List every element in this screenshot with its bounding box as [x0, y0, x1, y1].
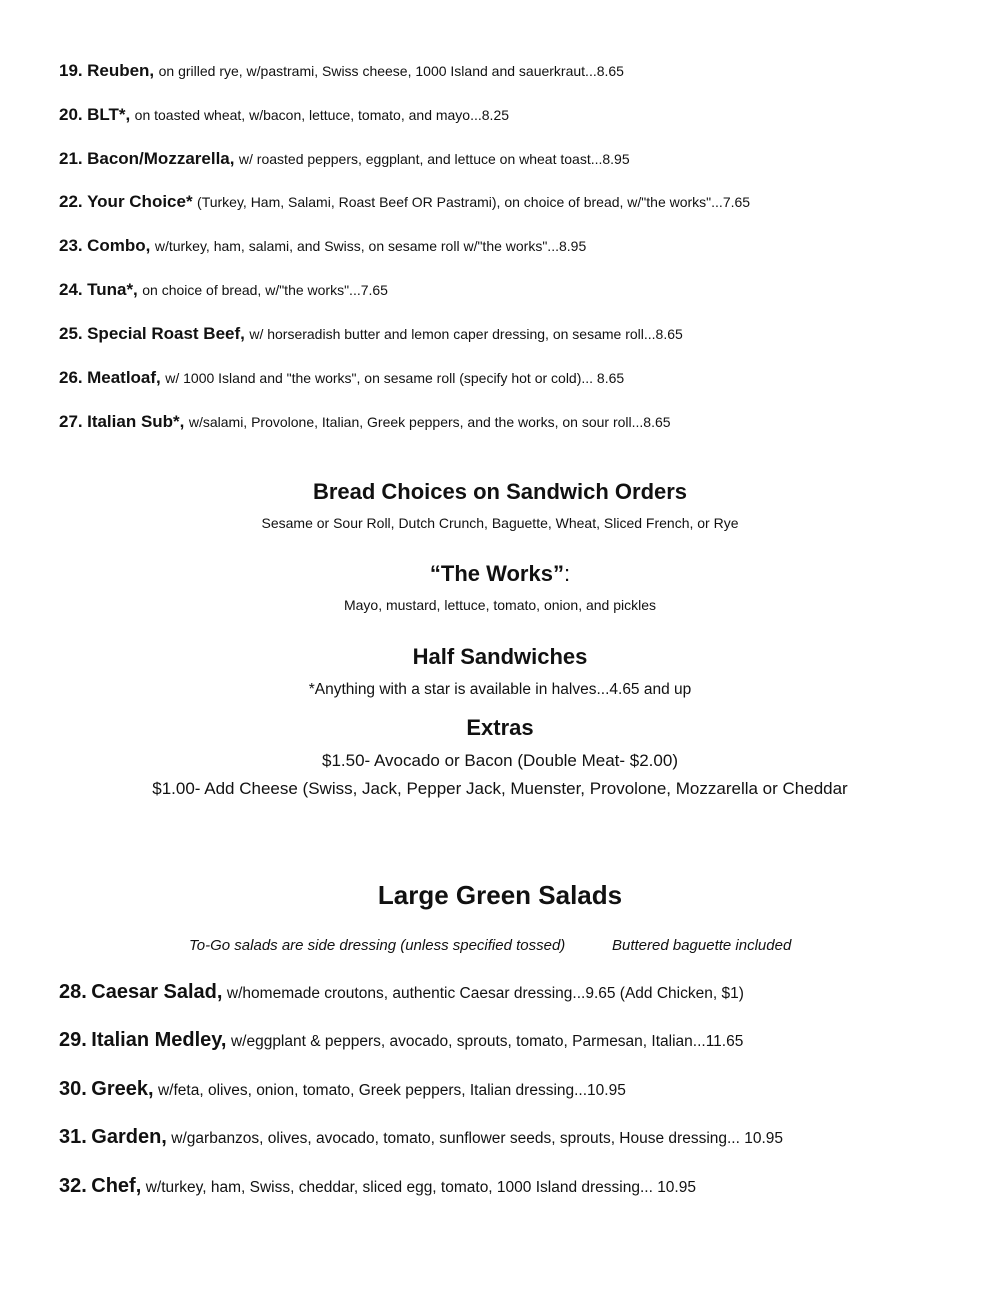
menu-item-italian-medley — [59, 1029, 743, 1052]
item-number: 19. — [59, 61, 83, 80]
bread-choices-heading: Bread Choices on Sandwich Orders — [312, 479, 688, 504]
menu-item-meatloaf — [59, 368, 624, 388]
item-description: w/ 1000 Island and "the works", on sesame roll (specify hot or cold)... 8.65 — [165, 370, 625, 386]
menu-item-caesar-salad — [59, 981, 744, 1004]
item-number: 28. — [59, 981, 87, 1003]
menu-item-bacon-mozzarella — [59, 149, 630, 169]
item-description: w/ horseradish butter and lemon caper dressing, on sesame roll...8.65 — [249, 326, 683, 342]
item-number: 25. — [59, 324, 83, 343]
item-name: Greek, — [91, 1078, 154, 1100]
item-number: 26. — [59, 368, 83, 387]
salads-heading: Large Green Salads — [377, 880, 623, 910]
extras-heading: Extras — [466, 715, 534, 740]
item-number: 31. — [59, 1126, 87, 1148]
item-number: 21. — [59, 149, 83, 168]
item-name: Caesar Salad, — [91, 981, 223, 1003]
item-number: 24. — [59, 280, 83, 299]
item-name: Bacon/Mozzarella, — [87, 149, 235, 168]
item-name: Meatloaf, — [87, 368, 161, 387]
item-number: 29. — [59, 1029, 87, 1051]
menu-item-italian-sub — [59, 412, 671, 432]
extras-line-cheese: $1.00- Add Cheese (Swiss, Jack, Pepper Jack, Muenster, Provolone, Mozzarella or Cheddar — [152, 779, 848, 798]
item-number: 27. — [59, 412, 83, 431]
item-description: on choice of bread, w/"the works"...7.65 — [142, 282, 388, 298]
item-description: (Turkey, Ham, Salami, Roast Beef OR Pastrami), on choice of bread, w/"the works"...7.65 — [197, 194, 751, 210]
the-works-text: Mayo, mustard, lettuce, tomato, onion, and pickles — [343, 597, 657, 613]
bread-choices-text: Sesame or Sour Roll, Dutch Crunch, Baguette, Wheat, Sliced French, or Rye — [261, 515, 739, 531]
item-description: w/ roasted peppers, eggplant, and lettuce on wheat toast...8.95 — [238, 151, 630, 167]
menu-item-special-roast-beef — [59, 324, 683, 344]
item-number: 23. — [59, 236, 83, 255]
item-description: on toasted wheat, w/bacon, lettuce, tomato, and mayo...8.25 — [134, 107, 510, 123]
menu-item-chef — [59, 1175, 696, 1198]
item-number: 22. — [59, 192, 83, 211]
half-sandwiches-text: *Anything with a star is available in halves...4.65 and up — [308, 681, 692, 698]
menu-item-combo — [59, 236, 586, 256]
item-name: Garden, — [91, 1126, 167, 1148]
item-number: 30. — [59, 1078, 87, 1100]
menu-item-blt — [59, 105, 509, 125]
the-works-colon: : — [563, 561, 571, 586]
item-description: w/feta, olives, onion, tomato, Greek peppers, Italian dressing...10.95 — [157, 1082, 626, 1099]
item-description: w/homemade croutons, authentic Caesar dressing...9.65 (Add Chicken, $1) — [226, 985, 744, 1002]
item-name: Italian Medley, — [91, 1029, 227, 1051]
salads-note-to-go: To-Go salads are side dressing (unless specified tossed) — [189, 937, 566, 954]
item-name: BLT*, — [87, 105, 131, 124]
item-name: Chef, — [91, 1175, 142, 1197]
menu-item-garden — [59, 1126, 783, 1149]
item-name: Your Choice* — [87, 192, 193, 211]
item-description: w/eggplant & peppers, avocado, sprouts, tomato, Parmesan, Italian...11.65 — [230, 1033, 744, 1050]
menu-item-your-choice — [59, 192, 750, 212]
item-description: w/turkey, ham, Swiss, cheddar, sliced egg, tomato, 1000 Island dressing... 10.95 — [145, 1179, 696, 1196]
item-description: on grilled rye, w/pastrami, Swiss cheese, 1000 Island and sauerkraut...8.65 — [158, 63, 624, 79]
item-description: w/turkey, ham, salami, and Swiss, on sesame roll w/"the works"...8.95 — [154, 238, 587, 254]
menu-item-reuben — [59, 61, 624, 81]
item-name: Reuben, — [87, 61, 155, 80]
item-number: 32. — [59, 1175, 87, 1197]
the-works-heading — [0, 561, 1000, 587]
item-name: Combo, — [87, 236, 151, 255]
item-name: Italian Sub*, — [87, 412, 185, 431]
the-works-title: “The Works” — [429, 561, 564, 586]
extras-line-avocado: $1.50- Avocado or Bacon (Double Meat- $2.00) — [322, 751, 678, 770]
menu-item-tuna — [59, 280, 388, 300]
item-name: Tuna*, — [87, 280, 138, 299]
item-description: w/salami, Provolone, Italian, Greek peppers, and the works, on sour roll...8.65 — [188, 414, 671, 430]
salads-note-baguette: Buttered baguette included — [612, 937, 792, 954]
item-name: Special Roast Beef, — [87, 324, 245, 343]
item-number: 20. — [59, 105, 83, 124]
menu-item-greek — [59, 1078, 626, 1101]
item-description: w/garbanzos, olives, avocado, tomato, sunflower seeds, sprouts, House dressing... 10.95 — [171, 1130, 784, 1147]
half-sandwiches-heading: Half Sandwiches — [412, 644, 588, 669]
